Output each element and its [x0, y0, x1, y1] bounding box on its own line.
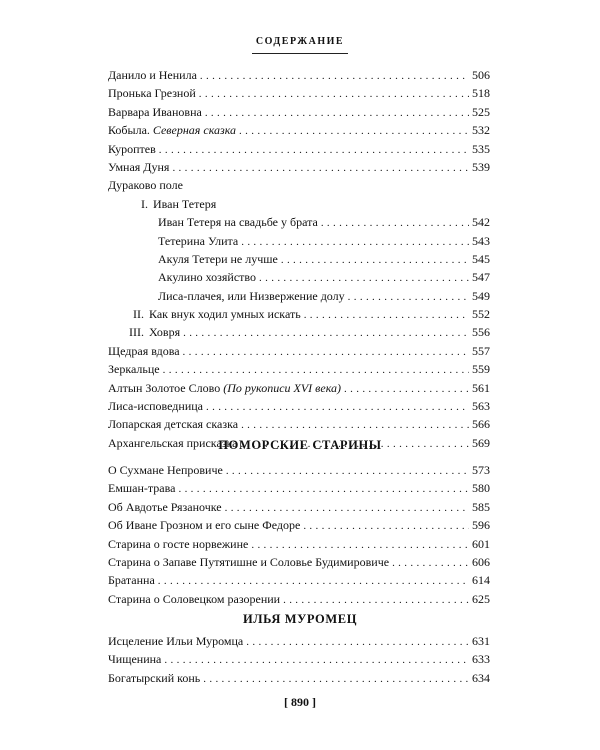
dot-leader — [241, 233, 469, 251]
entry-page: 569 — [472, 435, 490, 450]
toc-entry[interactable] — [108, 669, 490, 687]
toc-entry[interactable] — [108, 498, 490, 516]
toc-entry[interactable] — [108, 571, 490, 589]
entry-page: 633 — [472, 652, 490, 667]
dot-leader — [172, 159, 469, 177]
dot-leader — [203, 670, 469, 688]
roman-numeral: III. — [129, 325, 144, 340]
entry-page: 573 — [472, 463, 490, 477]
entry-title: Зеркальце — [108, 362, 160, 377]
dot-leader — [164, 651, 469, 669]
running-head-rule — [252, 53, 348, 54]
dot-leader — [348, 288, 469, 306]
toc-entry[interactable] — [108, 323, 490, 341]
toc-entry[interactable] — [108, 305, 490, 323]
entry-page: 566 — [472, 417, 490, 432]
entry-page: 532 — [472, 123, 490, 138]
section-heading-pomorskie-stariny: ПОМОРСКИЕ СТАРИНЫ — [218, 438, 382, 452]
entry-title: Исцеление Ильи Муромца — [108, 634, 244, 648]
entry-title: О Сухмане Непровиче — [108, 463, 223, 477]
entry-page: 559 — [472, 362, 490, 377]
entry-title: Как внук ходил умных искать — [149, 307, 301, 322]
toc-subgroup-heading[interactable] — [108, 195, 490, 213]
toc-entry[interactable] — [108, 461, 490, 479]
toc-entry[interactable] — [108, 379, 490, 397]
entry-page: 601 — [472, 536, 490, 551]
toc-entry[interactable] — [108, 397, 490, 415]
dot-leader — [183, 324, 469, 342]
dot-leader — [321, 214, 469, 232]
entry-title: Старина о госте норвежине — [108, 536, 249, 551]
section-heading-ilya-muromets: ИЛЬЯ МУРОМЕЦ — [242, 612, 358, 626]
dot-leader — [178, 480, 469, 498]
toc-entry[interactable] — [108, 415, 490, 433]
entry-title: Старина о Запаве Путятишне и Соловье Будимировиче — [108, 554, 390, 569]
entry-page: 535 — [472, 141, 490, 156]
dot-leader — [225, 499, 469, 517]
entry-title: Варвара Ивановна — [108, 104, 202, 119]
entry-title: Умная Дуня — [108, 159, 170, 174]
entry-page: 518 — [472, 86, 490, 101]
dot-leader — [303, 517, 469, 535]
dot-leader — [283, 591, 469, 609]
entry-page: 549 — [472, 288, 490, 303]
entry-page: 545 — [472, 251, 490, 266]
entry-title: Братанна — [108, 573, 155, 588]
entry-title: Лиса-исповедница — [108, 399, 203, 414]
entry-title: Иван Тетеря на свадьбе у брата — [158, 215, 318, 230]
entry-page: 543 — [472, 233, 490, 248]
entry-title-italic: (По рукописи XVI века) — [223, 380, 342, 395]
toc-entry[interactable] — [108, 268, 490, 286]
entry-title: Лиса-плачея, или Низвержение долу — [158, 288, 345, 303]
toc-entry[interactable] — [108, 516, 490, 534]
dot-leader — [200, 67, 469, 85]
toc-entry[interactable] — [108, 342, 490, 360]
toc-entry[interactable] — [108, 84, 490, 102]
entry-page: 557 — [472, 343, 490, 358]
dot-leader — [392, 554, 469, 572]
entry-title: Лопарская детская сказка — [108, 417, 239, 432]
roman-numeral: I. — [141, 196, 148, 211]
dot-leader — [183, 343, 469, 361]
toc-entry[interactable] — [108, 213, 490, 231]
entry-page: 585 — [472, 499, 490, 514]
dot-leader — [226, 462, 469, 480]
dot-leader — [344, 380, 469, 398]
toc-entry[interactable] — [108, 287, 490, 305]
entry-title: Емшан-трава — [108, 481, 176, 496]
dot-leader — [281, 251, 469, 269]
entry-title: Пронька Грезной — [108, 86, 196, 101]
dot-leader — [159, 141, 469, 159]
running-head: СОДЕРЖАНИЕ — [255, 36, 345, 47]
entry-page: 539 — [472, 159, 490, 174]
entry-title: Архангельская присказка — [108, 435, 238, 450]
entry-title-wrap — [108, 121, 239, 139]
toc-entry[interactable] — [108, 553, 490, 571]
toc-entry[interactable] — [108, 590, 490, 608]
toc-entry[interactable] — [108, 632, 490, 650]
entry-title: Тетерина Улита — [158, 233, 239, 248]
entry-page: 542 — [472, 215, 490, 230]
entry-title: Акулино хозяйство — [158, 270, 257, 285]
toc-section-1 — [108, 66, 490, 452]
entry-page: 563 — [472, 399, 490, 414]
dot-leader — [239, 122, 469, 140]
toc-entry[interactable] — [108, 479, 490, 497]
entry-title-italic: Северная сказка — [152, 123, 237, 138]
entry-page: 561 — [472, 380, 490, 395]
entry-title-wrap — [122, 305, 304, 323]
toc-entry[interactable] — [108, 250, 490, 268]
entry-title: Дураково поле — [108, 178, 183, 193]
entry-page: 625 — [472, 591, 490, 606]
toc-entry[interactable] — [108, 650, 490, 668]
toc-section-3 — [108, 632, 490, 687]
entry-page: 525 — [472, 104, 490, 119]
toc-entry[interactable] — [108, 158, 490, 176]
dot-leader — [259, 269, 469, 287]
entry-title: Щедрая вдова — [108, 343, 180, 358]
dot-leader — [304, 306, 469, 324]
entry-title-wrap — [126, 195, 219, 213]
dot-leader — [246, 633, 469, 651]
entry-page: 556 — [472, 325, 490, 340]
toc-entry[interactable] — [108, 103, 490, 121]
entry-title: Старина о Соловецком разорении — [108, 591, 281, 606]
entry-title: Акуля Тетери не лучше — [158, 251, 278, 266]
entry-title-wrap — [108, 379, 344, 397]
dot-leader — [251, 536, 469, 554]
entry-title: Куроптев — [108, 141, 156, 156]
entry-title: Об Авдотье Рязаночке — [108, 499, 222, 514]
entry-page: 506 — [472, 68, 490, 82]
entry-title: Данило и Ненила — [108, 68, 197, 82]
entry-title: Богатырский конь — [108, 670, 201, 685]
toc-entry[interactable] — [108, 535, 490, 553]
toc-entry[interactable] — [108, 66, 490, 84]
entry-title: Об Иване Грозном и его сыне Федоре — [108, 518, 301, 533]
page-folio: [ 890 ] — [284, 695, 316, 709]
toc-entry[interactable] — [108, 232, 490, 250]
entry-page: 614 — [472, 573, 490, 588]
entry-title: Иван Тетеря — [153, 196, 217, 211]
dot-leader — [158, 572, 469, 590]
entry-title: Алтын Золотое Слово — [108, 380, 224, 395]
toc-entry[interactable] — [108, 121, 490, 139]
toc-entry[interactable] — [108, 360, 490, 378]
roman-numeral: II. — [133, 307, 144, 322]
entry-title: Кобыла. — [108, 123, 153, 138]
entry-page: 596 — [472, 518, 490, 533]
toc-entry[interactable] — [108, 140, 490, 158]
entry-page: 631 — [472, 634, 490, 648]
entry-page: 552 — [472, 307, 490, 322]
dot-leader — [206, 398, 469, 416]
entry-page: 547 — [472, 270, 490, 285]
dot-leader — [241, 416, 469, 434]
entry-page: 634 — [472, 670, 490, 685]
entry-page: 580 — [472, 481, 490, 496]
toc-group-heading[interactable] — [108, 176, 490, 194]
toc-section-2 — [108, 461, 490, 608]
entry-title: Ховря — [149, 325, 181, 340]
entry-title: Чищенина — [108, 652, 162, 667]
dot-leader — [199, 85, 469, 103]
dot-leader — [163, 361, 469, 379]
entry-title-wrap — [122, 323, 183, 341]
entry-page: 606 — [472, 554, 490, 569]
dot-leader — [205, 104, 469, 122]
